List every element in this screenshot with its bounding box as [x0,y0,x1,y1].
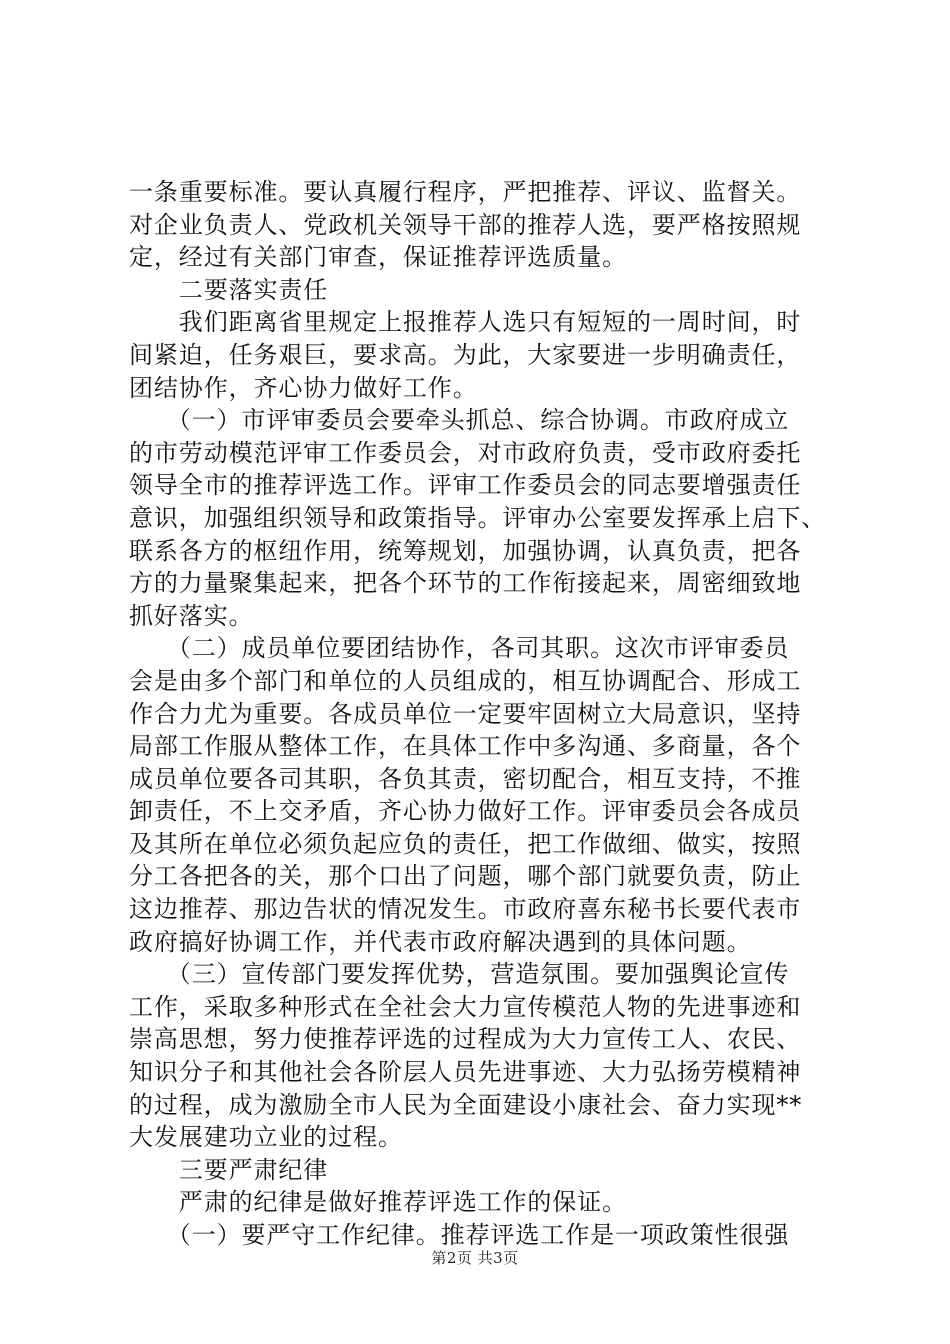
page-number-label: 第2页 共3页 [431,1249,519,1267]
text-line: 作合力尤为重要。各成员单位一定要牢固树立大局意识，坚持 [129,699,802,728]
text-line: 局部工作服从整体工作，在具体工作中多沟通、多商量，各个 [129,732,802,761]
text-line: （二）成员单位要团结协作，各司其职。这次市评审委员 [129,634,790,663]
text-line: 分工各把各的关，那个口出了问题，哪个部门就要负责，防止 [129,862,802,891]
text-line: （一）要严守工作纪律。推荐评选工作是一项政策性很强 [129,1221,790,1249]
section-heading: 二要落实责任 [129,275,329,304]
text-line: 抓好落实。 [129,601,254,630]
section-heading: 三要严肃纪律 [129,1155,329,1184]
text-line: 联系各方的枢纽作用，统筹规划，加强协调，认真负责，把各 [129,536,802,565]
text-line: 政府搞好协调工作，并代表市政府解决遇到的具体问题。 [129,927,752,956]
text-line: 崇高思想，努力使推荐评选的过程成为大力宣传工人、农民、 [129,1025,802,1054]
text-line: 领导全市的推荐评选工作。评审工作委员会的同志要增强责任 [129,471,802,500]
text-line: 我们距离省里规定上报推荐人选只有短短的一周时间，时 [129,308,802,337]
text-line: 严肃的纪律是做好推荐评选工作的保证。 [129,1188,627,1217]
text-line: 知识分子和其他社会各阶层人员先进事迹、大力弘扬劳模精神 [129,1058,802,1087]
text-line: 方的力量聚集起来，把各个环节的工作衔接起来，周密细致地 [129,569,802,598]
text-line: 成员单位要各司其职，各负其责，密切配合，相互支持，不推 [129,764,802,793]
text-line: （一）市评审委员会要牵头抓总、综合协调。市政府成立 [129,406,790,435]
text-line: 对企业负责人、党政机关领导干部的推荐人选，要严格按照规 [129,210,802,239]
text-line: 意识，加强组织领导和政策指导。评审办公室要发挥承上启下、 [129,503,827,532]
text-line: 的市劳动模范评审工作委员会，对市政府负责，受市政府委托 [129,438,802,467]
text-line: 大发展建功立业的过程。 [129,1123,403,1152]
text-line: 的过程，成为激励全市人民为全面建设小康社会、奋力实现** [129,1090,803,1119]
text-line: 这边推荐、那边告状的情况发生。市政府喜东秘书长要代表市 [129,895,802,924]
text-line: 定，经过有关部门审查，保证推荐评选质量。 [129,243,627,272]
text-line: 会是由多个部门和单位的人员组成的，相互协调配合、形成工 [129,666,802,695]
text-line: 团结协作，齐心协力做好工作。 [129,373,478,402]
text-line: （三）宣传部门要发挥优势，营造氛围。要加强舆论宣传 [129,960,790,989]
document-body [129,176,849,1252]
text-line: 卸责任，不上交矛盾，齐心协力做好工作。评审委员会各成员 [129,797,802,826]
text-line: 一条重要标准。要认真履行程序，严把推荐、评议、监督关。 [129,178,802,206]
text-line: 间紧迫，任务艰巨，要求高。为此，大家要进一步明确责任， [129,340,802,369]
text-line: 及其所在单位必须负起应负的责任，把工作做细、做实，按照 [129,829,802,858]
text-line: 工作，采取多种形式在全社会大力宣传模范人物的先进事迹和 [129,992,802,1021]
page-footer [0,1247,950,1268]
